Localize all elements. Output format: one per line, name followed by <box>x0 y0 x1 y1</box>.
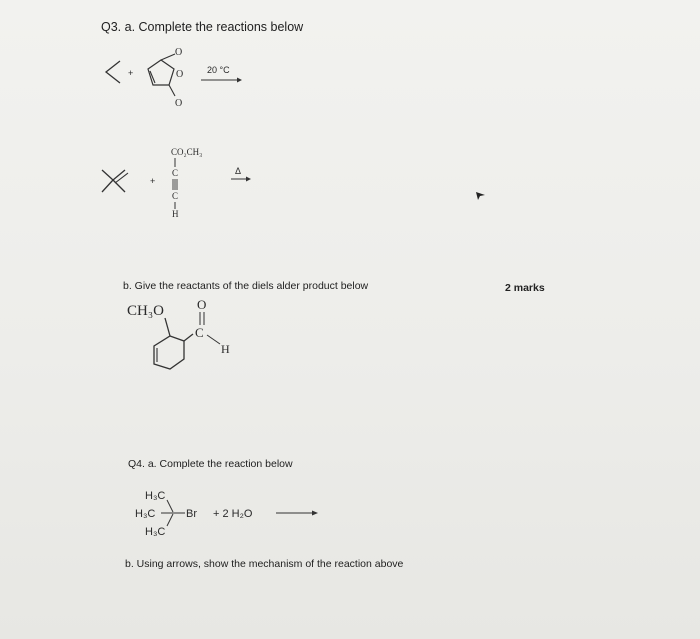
anhydride-o-bottom: O <box>175 98 183 109</box>
alkyne-carbon-top: C <box>172 168 179 178</box>
bond-methyl-3 <box>167 514 173 526</box>
bromine-label: Br <box>186 508 197 520</box>
arrow-head-2 <box>246 177 251 182</box>
reaction-2-scheme <box>95 140 265 230</box>
anhydride-ring <box>148 60 174 85</box>
methoxy-label: CH₃O <box>127 303 164 319</box>
q3-part-b-text: b. Give the reactants of the diels alder product below <box>123 280 369 292</box>
methyl-group-3: H₃C <box>145 526 166 538</box>
alkene-tail <box>113 180 125 192</box>
alkene-double-bond-b <box>115 173 128 183</box>
carbonyl-bond-bottom <box>169 85 175 96</box>
plus-sign-2: + <box>150 176 156 186</box>
anhydride-o-top: O <box>175 47 183 58</box>
methyl-group-2: H₃C <box>135 508 156 520</box>
aldehyde-hydrogen: H <box>221 342 230 356</box>
bond-methyl-1 <box>167 500 173 512</box>
ester-group: CO₂CH₃ <box>171 147 203 157</box>
carbonyl-carbon: C <box>195 325 204 340</box>
q4-part-b-text: b. Using arrows, show the mechanism of the reaction above <box>125 558 404 570</box>
alkene-double-bond-a <box>113 170 125 180</box>
marks-label: 2 marks <box>505 282 545 294</box>
arrow-head-1 <box>237 78 242 83</box>
arrow-head-3 <box>312 511 318 516</box>
cursor-arrow-icon <box>476 192 486 200</box>
alkyne-hydrogen: H <box>172 209 179 219</box>
q4-reaction-scheme <box>130 484 330 544</box>
reaction-1-condition: 20 °C <box>207 65 230 75</box>
alkene-branch-lower <box>102 180 113 192</box>
methoxy-bond <box>165 318 170 336</box>
carbonyl-bond-top <box>161 54 175 60</box>
plus-sign-1: + <box>128 68 134 78</box>
methyl-group-1: H₃C <box>145 490 166 502</box>
reaction-2-condition: Δ <box>235 166 242 176</box>
q3-title: Q3. a. Complete the reactions below <box>101 20 304 34</box>
reaction-1-scheme <box>95 40 255 125</box>
butadiene-structure <box>106 61 120 83</box>
carbonyl-oxygen: O <box>197 297 207 312</box>
alkene-branch-upper <box>102 170 113 180</box>
aldehyde-h-bond <box>207 335 220 344</box>
water-reagent: + 2 H₂O <box>213 508 253 520</box>
cyclohexene-ring <box>154 336 184 369</box>
alkyne-carbon-bottom: C <box>172 191 179 201</box>
anhydride-o-ring: O <box>176 69 184 80</box>
aldehyde-bond <box>184 334 193 341</box>
diels-alder-product <box>125 296 255 386</box>
q4-title: Q4. a. Complete the reaction below <box>128 458 293 470</box>
